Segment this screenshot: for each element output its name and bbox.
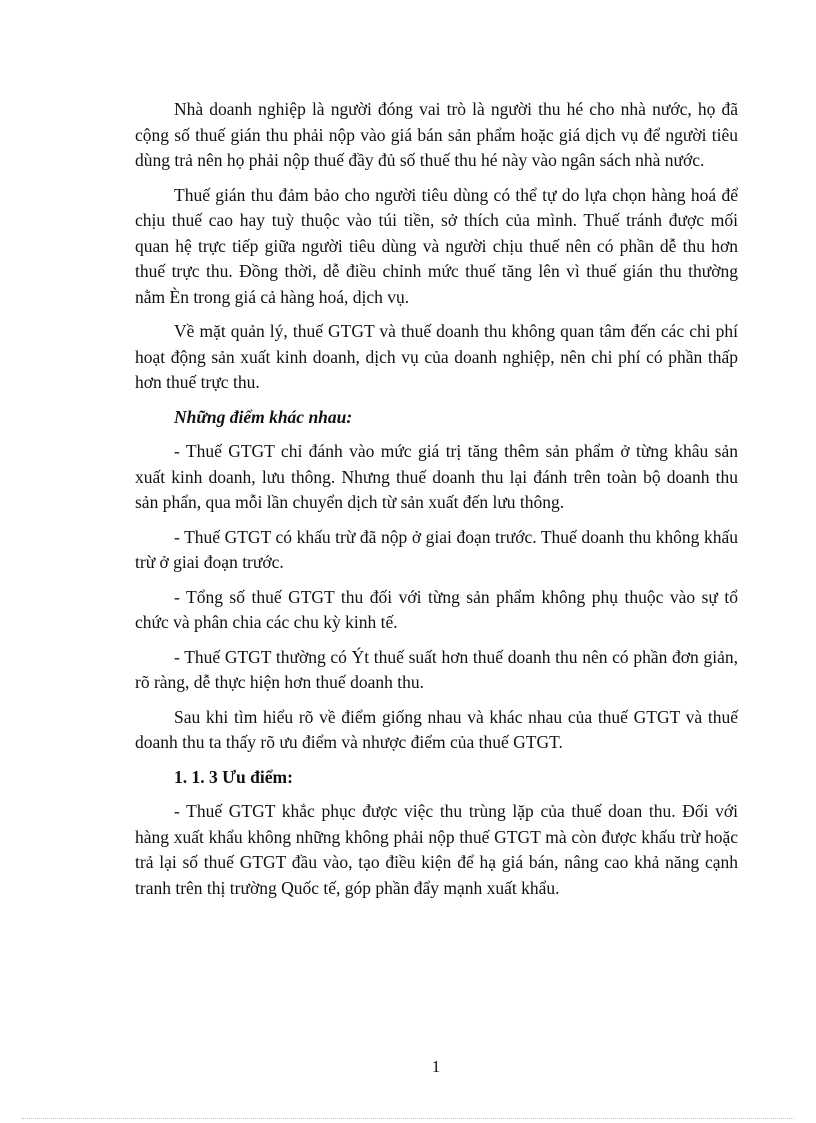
difference-item: - Thuế GTGT có khấu trừ đã nộp ở giai đoạn trước. Thuế doanh thu không khấu trừ ở giai đoạn trước. bbox=[135, 526, 738, 572]
difference-item: - Tổng số thuế GTGT thu đối với từng sản phẩm không phụ thuộc vào sự tổ chức và phân chia các chu kỳ kinh tế. bbox=[135, 586, 738, 632]
section-heading-advantages: 1. 1. 3 Ưu điểm: bbox=[174, 766, 293, 787]
paragraph-management-cost: Về mặt quản lý, thuế GTGT và thuế doanh thu không quan tâm đến các chi phí hoạt động sản xuất kinh doanh, dịch vụ của doanh nghiệp, nên chi phí có phần thấp hơn thuế trực thu. bbox=[135, 321, 738, 392]
difference-item: - Thuế GTGT chỉ đánh vào mức giá trị tăng thêm sản phẩm ở từng khâu sản xuất kinh doanh, lưu thông. Nhưng thuế doanh thu lại đánh trên toàn bộ doanh thu sản phẩn, qua mỗi lần chuyển dịch từ sản xuất đến lưu thông. bbox=[135, 441, 738, 512]
document-body bbox=[135, 97, 738, 910]
advantage-item: - Thuế GTGT khắc phục được việc thu trùng lặp của thuế doan thu. Đối với hàng xuất khẩu không những không phải nộp thuế GTGT mà còn được khấu trừ hoặc trả lại số thuế GTGT đầu vào, tạo điều kiện để hạ giá bán, nâng cao khả năng cạnh tranh trên thị trường Quốc tế, góp phần đẩy mạnh xuất khẩu. bbox=[135, 801, 738, 898]
footer-divider bbox=[22, 1118, 794, 1119]
summary-paragraph: Sau khi tìm hiểu rõ về điểm giống nhau và khác nhau của thuế GTGT và thuế doanh thu ta thấy rõ ưu điểm và nhược điểm của thuế GTGT. bbox=[135, 706, 738, 752]
differences-heading: Những điểm khác nhau: bbox=[174, 406, 353, 427]
page-number: 1 bbox=[431, 1057, 441, 1076]
paragraph-tax-collector: Nhà doanh nghiệp là người đóng vai trò là người thu hé cho nhà nước, họ đã cộng số thuế gián thu phải nộp vào giá bán sản phẩm hoặc giá dịch vụ để người tiêu dùng trả nên họ phải nộp thuế đầy đủ số thuế thu hé này vào ngân sách nhà nước. bbox=[135, 99, 738, 170]
paragraph-indirect-tax-benefits: Thuế gián thu đảm bảo cho người tiêu dùng có thể tự do lựa chọn hàng hoá để chịu thuế cao hay tuỳ thuộc vào túi tiền, sở thích của mình. Thuế tránh được mối quan hệ trực tiếp giữa người tiêu dùng và người chịu thuế nên có phần dễ thu hơn thuế trực thu. Đồng thời, dễ điều chỉnh mức thuế tăng lên vì thuế gián thu thường nằm Èn trong giá cả hàng hoá, dịch vụ. bbox=[135, 184, 738, 307]
difference-item: - Thuế GTGT thường có Ýt thuế suất hơn thuế doanh thu nên có phần đơn giản, rõ ràng, dễ thực hiện hơn thuế doanh thu. bbox=[135, 646, 738, 692]
